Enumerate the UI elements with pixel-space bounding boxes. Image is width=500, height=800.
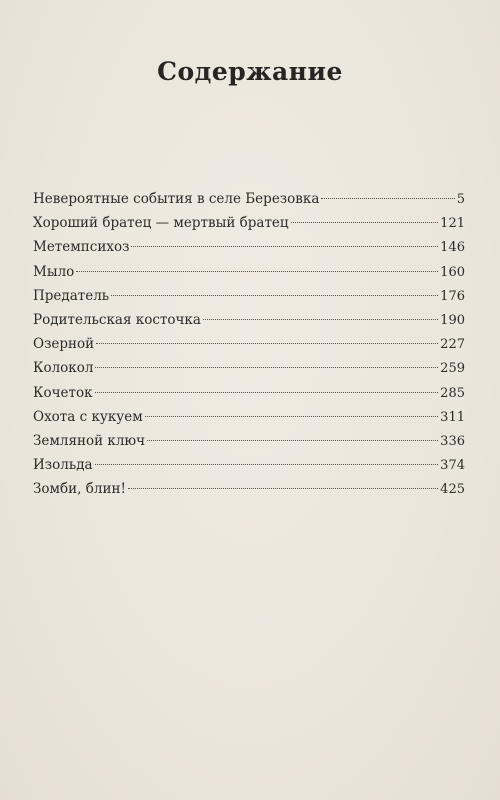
toc-entry-page: 259 <box>440 361 465 377</box>
toc-entry-page: 425 <box>440 482 465 498</box>
dot-leader <box>131 246 438 247</box>
dot-leader <box>128 488 438 489</box>
toc-entry <box>33 260 465 284</box>
toc-entry <box>33 211 465 235</box>
toc-entry-title: Хороший братец — мертвый братец <box>33 215 289 232</box>
toc-entry-page: 285 <box>440 385 465 401</box>
toc-entry <box>33 381 465 405</box>
dot-leader <box>95 464 439 465</box>
toc-entry <box>33 235 465 259</box>
dot-leader <box>145 416 438 417</box>
toc-entry-title: Предатель <box>33 287 110 304</box>
toc-entry-page: 227 <box>440 337 465 353</box>
toc-entry <box>33 477 465 501</box>
toc-entry-title: Кочеток <box>33 384 93 401</box>
toc-entry-page: 311 <box>440 409 465 425</box>
dot-leader <box>95 392 439 393</box>
toc-entry-title: Невероятные события в селе Березовка <box>33 191 320 207</box>
dot-leader <box>291 222 439 223</box>
toc-entry-title: Изольда <box>33 457 93 474</box>
dot-leader <box>203 319 438 320</box>
toc-entry-page: 121 <box>440 216 465 232</box>
dot-leader <box>96 343 438 344</box>
toc-entry-page: 146 <box>440 240 465 256</box>
dot-leader <box>111 295 438 296</box>
toc-entry-title: Зомби, блин! <box>33 481 126 498</box>
toc-entry-title: Метемпсихоз <box>33 239 130 256</box>
toc-entry-title: Озерной <box>33 336 95 353</box>
dot-leader <box>95 367 438 368</box>
toc-entry <box>33 284 465 308</box>
page-title: Содержание <box>157 56 343 86</box>
dot-leader <box>76 271 438 272</box>
toc-entry-title: Колокол <box>33 360 94 377</box>
toc-entry <box>33 453 465 477</box>
toc-entry <box>33 332 465 356</box>
toc-entry-page: 176 <box>440 288 465 304</box>
toc-entry <box>33 405 465 429</box>
toc-entry-title: Мыло <box>33 263 75 280</box>
toc-entry-page: 190 <box>440 312 465 328</box>
toc-entry-page: 336 <box>440 433 465 449</box>
dot-leader <box>321 198 454 199</box>
toc-entry-page: 374 <box>440 458 465 474</box>
toc-entry-title: Охота с кукуем <box>33 408 143 425</box>
toc-entry <box>33 429 465 453</box>
dot-leader <box>147 440 438 441</box>
toc-entry-page: 160 <box>440 264 465 280</box>
toc-entry-title: Родительская косточка <box>33 311 201 328</box>
table-of-contents <box>33 187 465 501</box>
toc-entry-page: 5 <box>456 192 465 207</box>
toc-entry <box>33 187 465 211</box>
toc-entry <box>33 356 465 380</box>
toc-entry-title: Земляной ключ <box>33 432 146 449</box>
toc-entry <box>33 308 465 332</box>
